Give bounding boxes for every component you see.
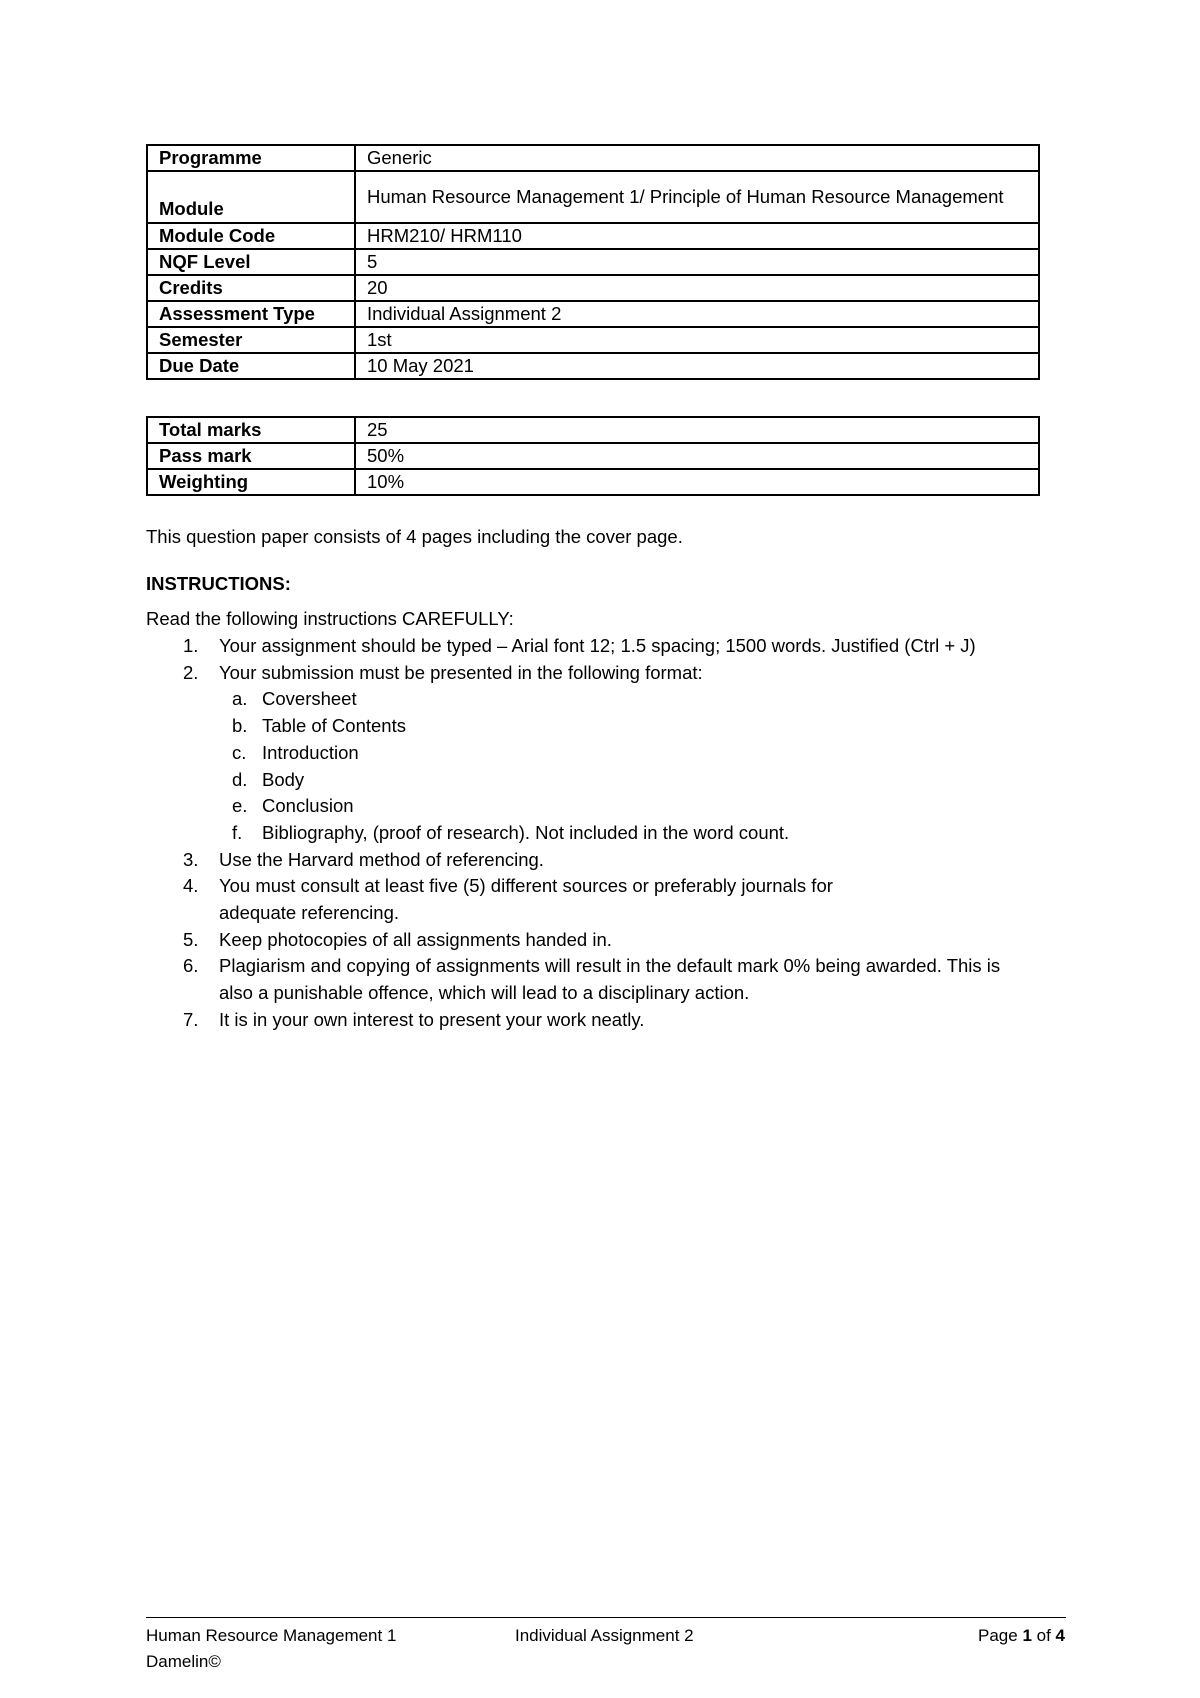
footer-divider	[146, 1617, 1066, 1618]
footer-institution: Damelin©	[146, 1652, 221, 1671]
table-row	[147, 301, 1039, 327]
instructions-heading: INSTRUCTIONS:	[146, 573, 291, 594]
instructions-lead: Read the following instructions CAREFULLY:	[146, 608, 514, 629]
row-value: 10%	[355, 469, 1039, 495]
list-item	[146, 953, 1066, 1006]
row-value: 20	[355, 275, 1039, 301]
intro-text: This question paper consists of 4 pages including the cover page.	[146, 526, 683, 547]
item-text: You must consult at least five (5) different sources or preferably journals for adequate referencing.	[219, 875, 833, 924]
item-letter: a.	[232, 688, 248, 710]
table-row	[147, 275, 1039, 301]
row-label: Total marks	[147, 417, 355, 443]
footer-assignment: Individual Assignment 2	[515, 1626, 694, 1645]
item-number: 3.	[183, 848, 199, 870]
item-letter: c.	[232, 741, 247, 763]
table-row	[147, 327, 1039, 353]
list-item	[146, 847, 1066, 874]
list-item	[219, 793, 1066, 820]
item-number: 5.	[183, 928, 199, 950]
list-item	[219, 686, 1066, 713]
page-prefix: Page	[978, 1626, 1023, 1645]
table-row	[147, 469, 1039, 495]
table-row	[147, 145, 1039, 171]
module-info-table	[146, 144, 1040, 380]
row-label: Semester	[147, 327, 355, 353]
row-label: Due Date	[147, 353, 355, 379]
row-label: Programme	[147, 145, 355, 171]
row-label: Pass mark	[147, 443, 355, 469]
row-value: 25	[355, 417, 1039, 443]
list-item	[146, 633, 1066, 660]
item-text: Introduction	[262, 741, 359, 763]
item-number: 2.	[183, 661, 199, 683]
item-text: Your submission must be presented in the following format:	[219, 661, 703, 683]
instructions-list	[146, 633, 1066, 1034]
row-value: 1st	[355, 327, 1039, 353]
item-text: Keep photocopies of all assignments handed in.	[219, 928, 612, 950]
table-row	[147, 223, 1039, 249]
item-letter: e.	[232, 795, 248, 817]
item-text: Plagiarism and copying of assignments will result in the default mark 0% being awarded. This is also a punishable offence, which will lead to a disciplinary action.	[219, 955, 1001, 1004]
footer-page-number	[978, 1626, 1065, 1646]
row-label: Module Code	[147, 223, 355, 249]
list-item	[219, 767, 1066, 794]
row-value: 10 May 2021	[355, 353, 1039, 379]
list-item	[146, 660, 1066, 847]
item-letter: d.	[232, 768, 248, 790]
item-text: Use the Harvard method of referencing.	[219, 848, 544, 870]
list-item	[146, 1007, 1066, 1034]
row-label: Credits	[147, 275, 355, 301]
row-value: HRM210/ HRM110	[355, 223, 1039, 249]
item-text: Your assignment should be typed – Arial font 12; 1.5 spacing; 1500 words. Justified (Ctrl + J)	[219, 635, 976, 656]
row-value: 5	[355, 249, 1039, 275]
item-letter: b.	[232, 715, 248, 737]
table-row	[147, 171, 1039, 223]
page-current: 1	[1022, 1626, 1032, 1645]
item-text: Table of Contents	[262, 715, 406, 737]
item-number: 1.	[183, 635, 199, 656]
row-label: Weighting	[147, 469, 355, 495]
item-number: 4.	[183, 875, 199, 897]
list-item	[219, 820, 1066, 847]
item-text: Coversheet	[262, 688, 357, 710]
row-value: Human Resource Management 1/ Principle of Human Resource Management	[355, 171, 1039, 223]
item-text: Conclusion	[262, 795, 354, 817]
row-value: Generic	[355, 145, 1039, 171]
row-label: Module	[147, 171, 355, 223]
table-row	[147, 249, 1039, 275]
list-item	[219, 713, 1066, 740]
table-row	[147, 353, 1039, 379]
list-item	[219, 740, 1066, 767]
table-row	[147, 443, 1039, 469]
item-text: Body	[262, 768, 305, 790]
list-item	[146, 873, 1066, 926]
format-list	[219, 686, 1066, 846]
item-number: 6.	[183, 955, 199, 977]
page-of: of	[1031, 1626, 1056, 1645]
item-text: It is in your own interest to present your work neatly.	[219, 1008, 645, 1030]
row-value: Individual Assignment 2	[355, 301, 1039, 327]
marks-table	[146, 416, 1040, 496]
list-item	[146, 927, 1066, 954]
item-number: 7.	[183, 1008, 199, 1030]
table-row	[147, 417, 1039, 443]
row-label: NQF Level	[147, 249, 355, 275]
row-label: Assessment Type	[147, 301, 355, 327]
footer-module: Human Resource Management 1	[146, 1626, 397, 1645]
page-total: 4	[1055, 1626, 1065, 1645]
item-text: Bibliography, (proof of research). Not included in the word count.	[262, 821, 790, 843]
row-value: 50%	[355, 443, 1039, 469]
item-letter: f.	[232, 821, 243, 843]
